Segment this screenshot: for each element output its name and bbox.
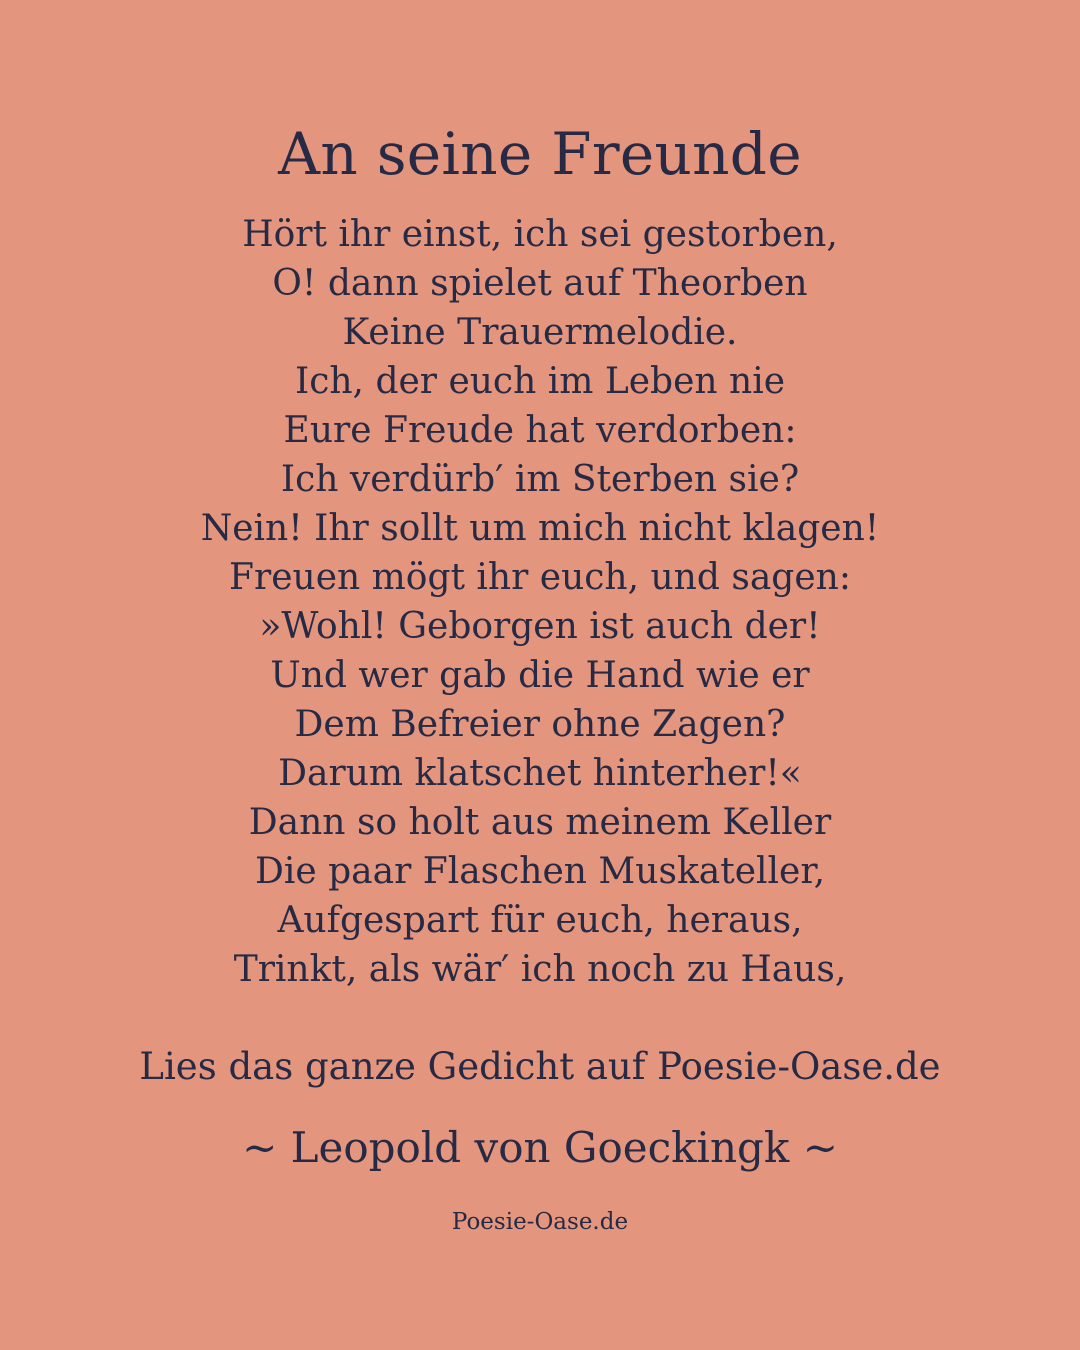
poem-line: »Wohl! Geborgen ist auch der! — [259, 606, 821, 647]
poem-line: Nein! Ihr sollt um mich nicht klagen! — [200, 508, 880, 549]
poem-line: Keine Trauermelodie. — [342, 312, 738, 353]
poem-line: Und wer gab die Hand wie er — [270, 655, 810, 696]
poem-line: Freuen mögt ihr euch, und sagen: — [229, 557, 851, 598]
poem-line: O! dann spielet auf Theorben — [272, 263, 808, 304]
poem-line: Die paar Flaschen Muskateller, — [254, 851, 826, 892]
poem-line: Eure Freude hat verdorben: — [283, 410, 797, 451]
poem-line: Dem Befreier ohne Zagen? — [294, 704, 786, 745]
poem-line: Trinkt, als wär′ ich noch zu Haus, — [233, 949, 847, 990]
poem-line: Darum klatschet hinterher!« — [278, 753, 802, 794]
poem-line: Aufgespart für euch, heraus, — [277, 900, 803, 941]
poem-line: Hört ihr einst, ich sei gestorben, — [242, 214, 838, 255]
poem-title: An seine Freunde — [278, 120, 802, 188]
read-more-text: Lies das ganze Gedicht auf Poesie-Oase.de — [139, 1045, 941, 1088]
poem-line: Ich, der euch im Leben nie — [294, 361, 786, 402]
site-watermark: Poesie-Oase.de — [451, 1209, 629, 1235]
poem-line: Dann so holt aus meinem Keller — [248, 802, 832, 843]
author-name: ~ Leopold von Goeckingk ~ — [242, 1123, 838, 1172]
poem-line: Ich verdürb′ im Sterben sie? — [280, 459, 800, 500]
poem-body — [0, 210, 1080, 994]
